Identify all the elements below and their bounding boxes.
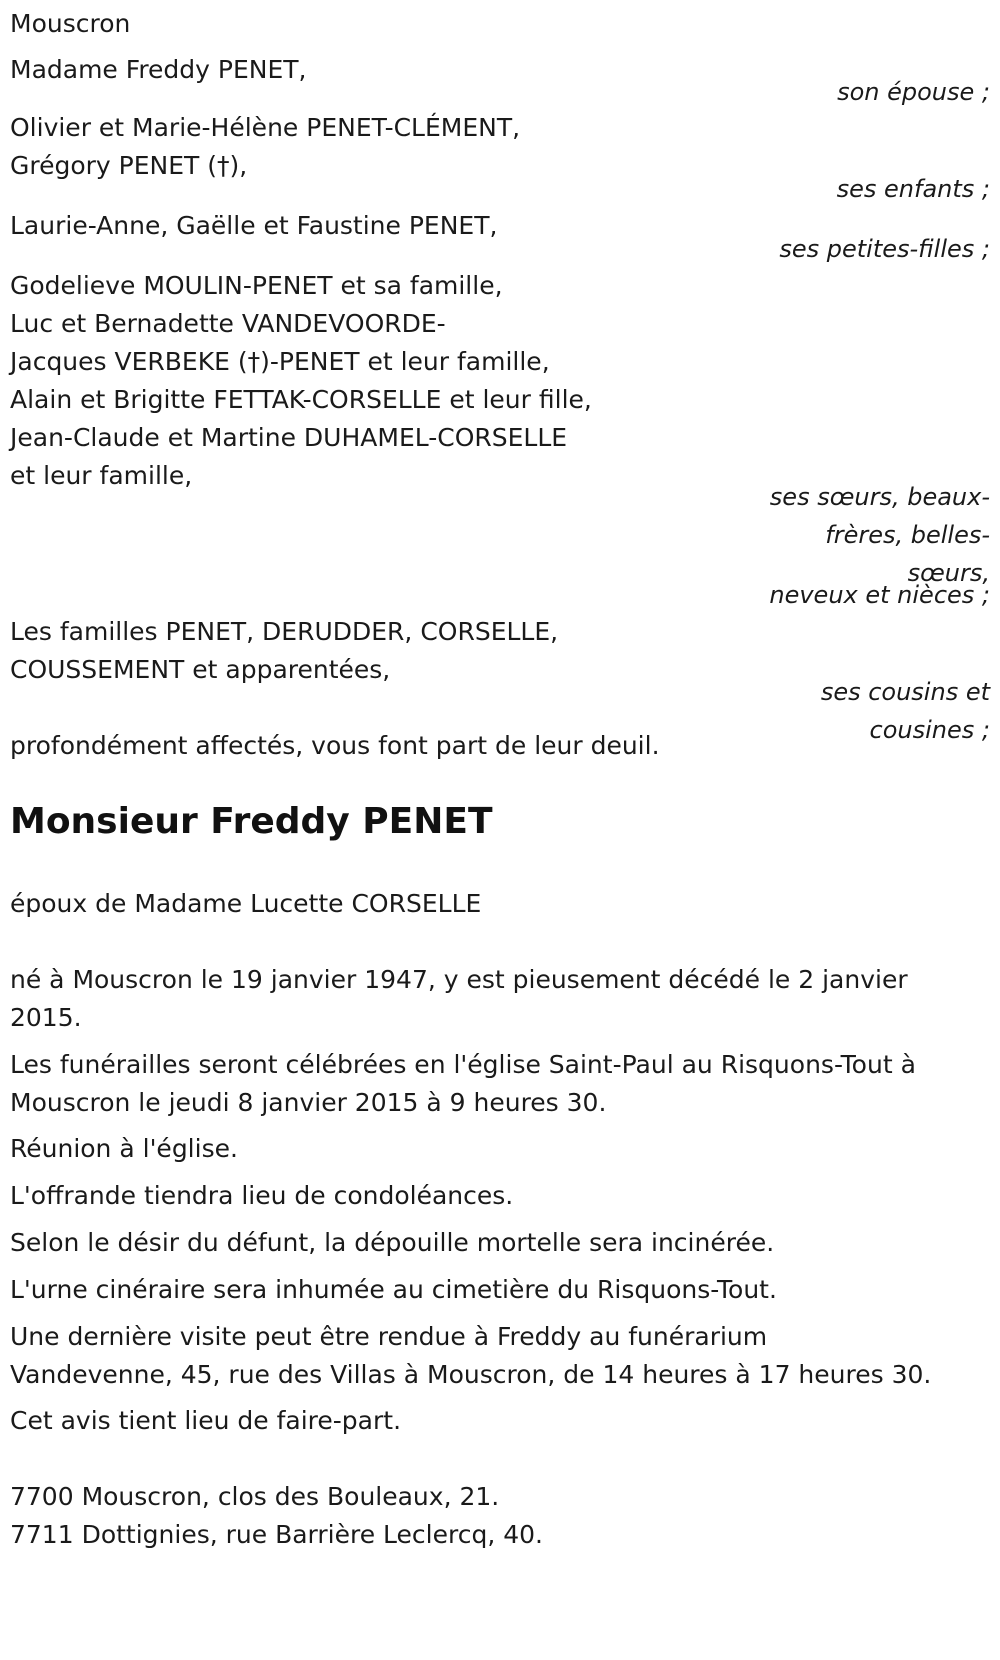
relation-line: neveux et nièces ; — [769, 581, 990, 609]
address-line: 7700 Mouscron, clos des Bouleaux, 21. — [10, 1482, 500, 1511]
family-line: Luc et Bernadette VANDEVOORDE- — [10, 309, 446, 338]
family-line: Jean-Claude et Martine DUHAMEL-CORSELLE — [10, 423, 568, 452]
family-line: Olivier et Marie-Hélène PENET-CLÉMENT, — [10, 113, 521, 142]
family-group-4 — [10, 266, 592, 494]
family-line: Laurie-Anne, Gaëlle et Faustine PENET, — [10, 211, 498, 240]
spouse-line: époux de Madame Lucette CORSELLE — [10, 889, 482, 918]
meeting-line: Réunion à l'église. — [10, 1134, 238, 1163]
family-line: Madame Freddy PENET, — [10, 55, 307, 84]
text-line: Mouscron le jeudi 8 janvier 2015 à 9 heures 30. — [10, 1088, 607, 1117]
text-line: Vandevenne, 45, rue des Villas à Mouscron, de 14 heures à 17 heures 30. — [10, 1360, 932, 1389]
relation-5 — [821, 672, 990, 748]
family-group-1 — [10, 50, 307, 90]
text-line: 2015. — [10, 1003, 82, 1032]
city-header: Mouscron — [10, 9, 131, 38]
text-line: Une dernière visite peut être rendue à Freddy au funérarium — [10, 1322, 768, 1351]
relation-4 — [769, 477, 990, 613]
relation-line: ses enfants ; — [836, 175, 990, 203]
deceased-name: Monsieur Freddy PENET — [10, 801, 493, 842]
relation-line: ses sœurs, beaux- — [769, 483, 990, 511]
family-group-2 — [10, 108, 520, 186]
urn-line: L'urne cinéraire sera inhumée au cimetière du Risquons-Tout. — [10, 1275, 777, 1304]
family-group-3 — [10, 206, 497, 246]
relation-line: cousines ; — [869, 716, 990, 744]
relation-line: ses petites-filles ; — [779, 235, 990, 263]
relation-2 — [837, 169, 990, 209]
family-line: et leur famille, — [10, 461, 193, 490]
relation-3 — [779, 229, 990, 269]
family-line: COUSSEMENT et apparentées, — [10, 655, 391, 684]
text-line: né à Mouscron le 19 janvier 1947, y est pieusement décédé le 2 janvier — [10, 965, 908, 994]
relation-1 — [837, 72, 990, 112]
family-line: Jacques VERBEKE (†)-PENET et leur famille, — [10, 347, 550, 376]
addresses — [10, 1477, 543, 1553]
family-line: Alain et Brigitte FETTAK-CORSELLE et leur fille, — [10, 385, 592, 414]
family-group-5 — [10, 612, 558, 688]
family-line: Godelieve MOULIN-PENET et sa famille, — [10, 271, 503, 300]
birth-death-paragraph — [10, 960, 908, 1036]
cremation-line: Selon le désir du défunt, la dépouille mortelle sera incinérée. — [10, 1228, 775, 1257]
notice-line: Cet avis tient lieu de faire-part. — [10, 1406, 402, 1435]
offering-line: L'offrande tiendra lieu de condoléances. — [10, 1181, 514, 1210]
announcement: profondément affectés, vous font part de leur deuil. — [10, 731, 660, 760]
family-line: Grégory PENET (†), — [10, 151, 248, 180]
text-line: Les funérailles seront célébrées en l'église Saint-Paul au Risquons-Tout à — [10, 1050, 916, 1079]
family-line: Les familles PENET, DERUDDER, CORSELLE, — [10, 617, 559, 646]
funeral-paragraph — [10, 1045, 916, 1121]
relation-line: frères, belles- — [825, 521, 990, 549]
relation-line: ses cousins et — [820, 678, 990, 706]
relation-line: sœurs, — [907, 559, 990, 587]
visit-paragraph — [10, 1317, 931, 1393]
address-line: 7711 Dottignies, rue Barrière Leclercq, 40. — [10, 1520, 543, 1549]
relation-line: son épouse ; — [837, 78, 990, 106]
